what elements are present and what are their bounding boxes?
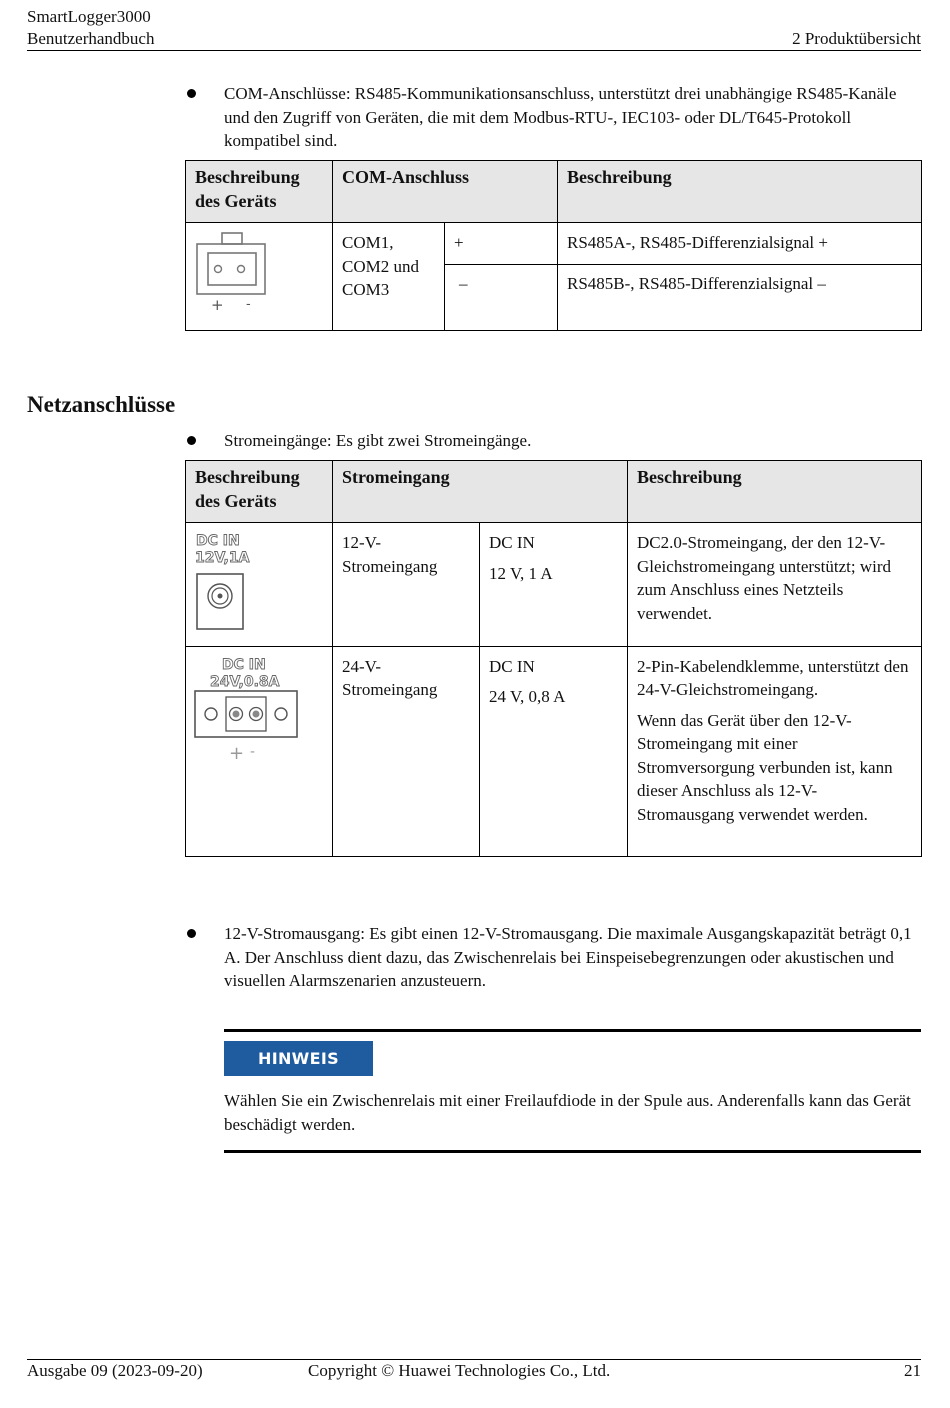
dc24-spec <box>480 646 628 856</box>
dc24-description <box>628 646 922 856</box>
power-table-header-device: Beschreibung des Geräts <box>186 461 333 523</box>
com-signal-minus: – <box>445 265 558 330</box>
com-port-image-cell <box>186 223 333 331</box>
dc24-spec-type: DC IN <box>489 656 535 676</box>
dc12-image-cell <box>186 523 333 647</box>
bullet-icon <box>187 929 196 938</box>
dc24-image-cell <box>186 646 333 856</box>
bullet-icon <box>187 436 196 445</box>
com-desc-minus: RS485B-, RS485-Differenzialsignal – <box>558 265 922 330</box>
svg-text:-: - <box>246 297 251 312</box>
dc24-spec-rating: 24 V, 0,8 A <box>489 687 566 706</box>
power-table <box>185 460 922 857</box>
dc-barrel-jack-icon <box>194 531 254 631</box>
dc12-spec-type: DC IN <box>489 533 535 552</box>
power-table-header-description: Beschreibung <box>628 461 922 523</box>
header-rule <box>27 50 921 51</box>
com-port-names: COM1, COM2 und COM3 <box>333 223 445 331</box>
footer-copyright: Copyright © Huawei Technologies Co., Ltd. <box>308 1361 611 1380</box>
dc12-icon-label-2: 12V,1A <box>195 550 250 566</box>
com-table-header-device: Beschreibung des Geräts <box>186 161 333 223</box>
com-terminal-connector-icon <box>194 231 274 315</box>
notice-top-rule <box>224 1029 921 1032</box>
footer-edition: Ausgabe 09 (2023-09-20) <box>27 1361 203 1380</box>
footer-page-number: 21 <box>904 1361 921 1380</box>
table-row <box>186 646 922 856</box>
notice-bottom-rule <box>224 1150 921 1153</box>
com-signal-plus: + <box>445 223 558 265</box>
header-chapter: 2 Produktübersicht <box>792 29 921 48</box>
svg-text:+: + <box>211 296 224 314</box>
svg-text:+: + <box>229 742 245 764</box>
dc24-description-2: Wenn das Gerät über den 12-V-Stromeingang mit einer Stromversorgung verbunden ist, kann dieser Anschluss als 12-V-Stromausgang verwendet werden. <box>637 710 893 824</box>
dc12-description: DC2.0-Stromeingang, der den 12-V-Gleichstromeingang unterstützt; wird zum Anschluss eines Netzteils verwendet. <box>628 523 922 647</box>
com-table-header-port: COM-Anschluss <box>333 161 558 223</box>
dc12-spec <box>480 523 628 647</box>
header-doc-type: Benutzerhandbuch <box>27 29 155 48</box>
com-table <box>185 160 922 331</box>
section-title: Netzanschlüsse <box>27 392 176 417</box>
notice-label: HINWEIS <box>224 1041 373 1076</box>
svg-text:-: - <box>250 743 256 760</box>
table-row <box>186 523 922 647</box>
power-bullet-text: Stromeingänge: Es gibt zwei Stromeingänge. <box>224 431 532 450</box>
dc12-input-name: 12-V-Stromeingang <box>333 523 480 647</box>
com-table-header-description: Beschreibung <box>558 161 922 223</box>
dc24-icon-label-1: DC IN <box>222 656 266 673</box>
dc-terminal-block-icon <box>194 655 304 765</box>
dc24-description-1: 2-Pin-Kabelendklemme, unterstützt den 24-V-Gleichstromeingang. <box>637 656 909 699</box>
com-desc-plus: RS485A-, RS485-Differenzialsignal + <box>558 223 922 265</box>
dc12-icon-label-1: DC IN <box>196 533 240 549</box>
header-product: SmartLogger3000 <box>27 7 151 26</box>
dc12-spec-rating: 12 V, 1 A <box>489 563 553 583</box>
com-bullet-text: COM-Anschlüsse: RS485-Kommunikationsanschluss, unterstützt drei unabhängige RS485-Kanäle und den Zugriff von Geräten, die mit dem Modbus-RTU-, IEC103- oder DL/T645-Protokoll kompatibel sind. <box>224 84 897 150</box>
power-table-header-input: Stromeingang <box>333 461 628 523</box>
output-bullet-text: 12-V-Stromausgang: Es gibt einen 12-V-Stromausgang. Die maximale Ausgangskapazität beträgt 0,1 A. Der Anschluss dient dazu, das Zwischenrelais bei Einspeisebegrenzungen oder akustischen und visuellen Alarmszenarien anzusteuern. <box>224 924 912 990</box>
dc24-input-name: 24-V-Stromeingang <box>333 646 480 856</box>
dc24-icon-label-2: 24V,0.8A <box>210 673 280 690</box>
notice-text: Wählen Sie ein Zwischenrelais mit einer Freilaufdiode in der Spule aus. Anderenfalls kann das Gerät beschädigt werden. <box>224 1091 911 1134</box>
bullet-icon <box>187 89 196 98</box>
